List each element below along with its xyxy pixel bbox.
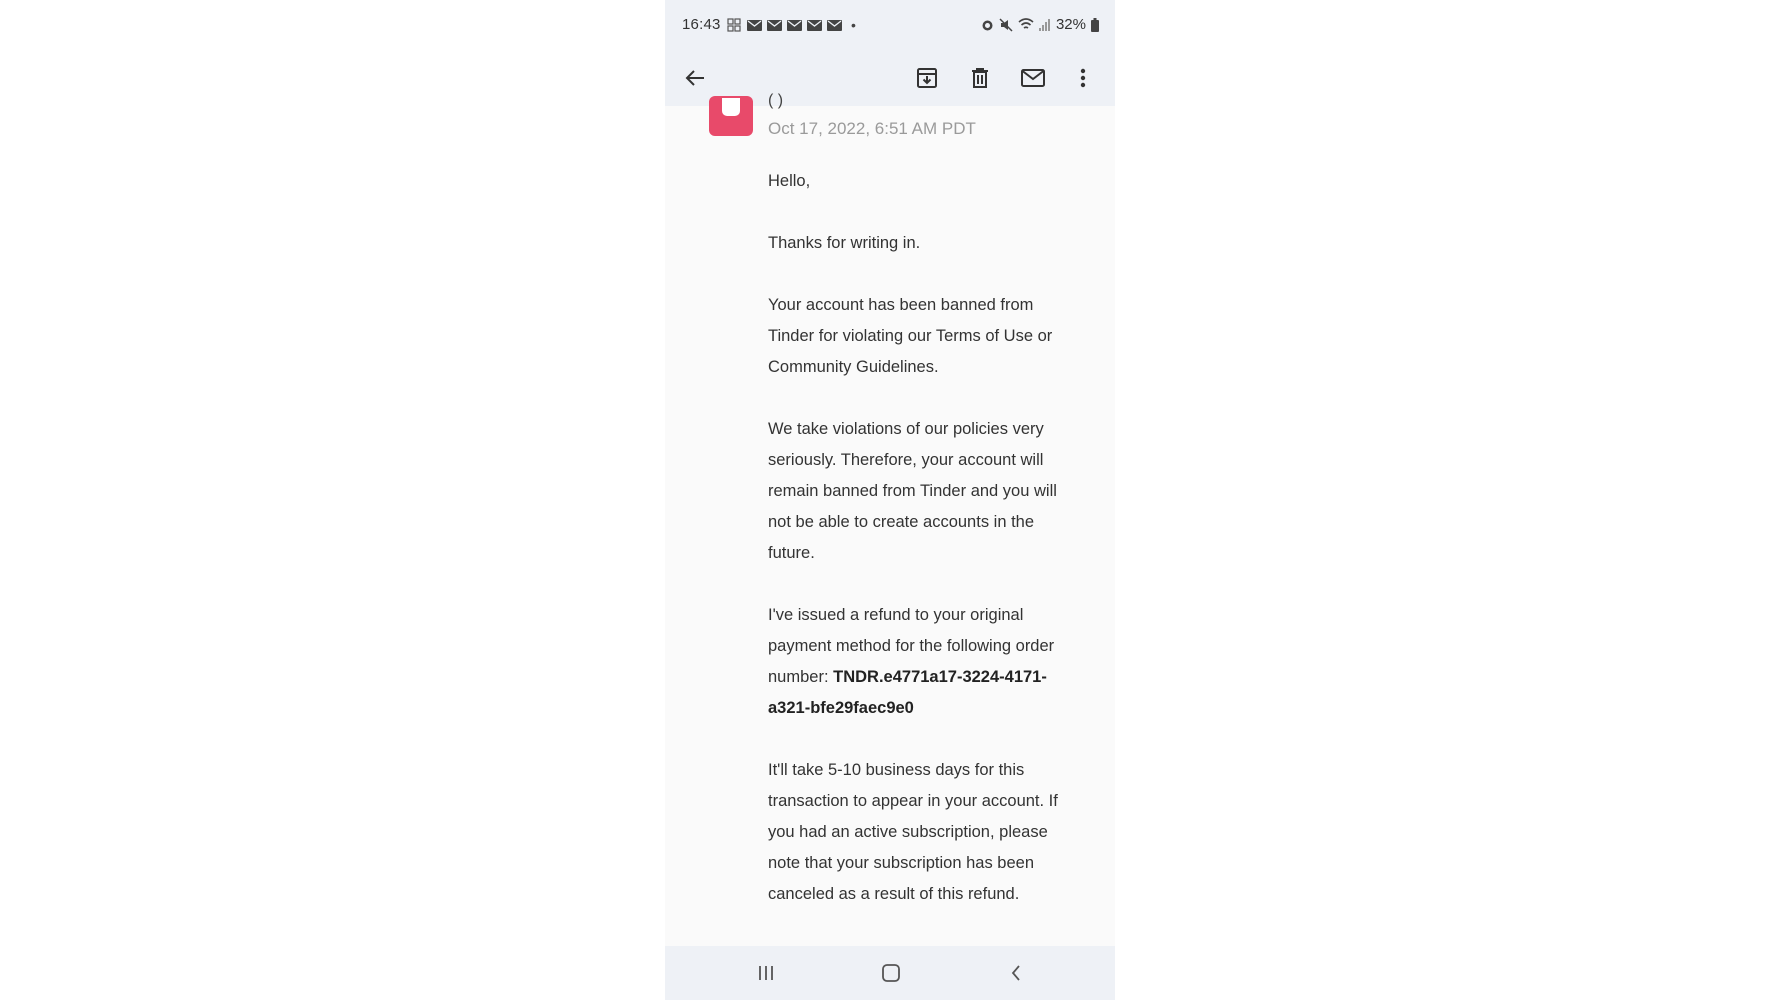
recent-apps-icon xyxy=(757,965,775,981)
email-paragraph-3: We take violations of our policies very seriously. Therefore, your account will remain banned from Tinder and you will not be able to create accounts in the future. xyxy=(768,420,1057,562)
mark-unread-button[interactable] xyxy=(1017,62,1049,94)
notification-icons xyxy=(727,17,856,33)
email-content[interactable] xyxy=(665,92,1115,946)
trash-icon xyxy=(970,67,990,89)
battery-percent: 32% xyxy=(1055,16,1086,33)
system-navigation-bar xyxy=(665,946,1115,1000)
status-bar xyxy=(665,0,1115,50)
nav-back-button[interactable] xyxy=(1001,960,1031,986)
battery-icon xyxy=(1091,18,1099,32)
email-paragraph-2: Your account has been banned from Tinder for violating our Terms of Use or Community Guidelines. xyxy=(768,296,1053,376)
sender-name[interactable]: ( ) xyxy=(768,92,784,109)
back-icon xyxy=(1010,964,1022,982)
archive-button[interactable] xyxy=(911,62,943,94)
refund-text: I've issued a refund to your original payment method for the following order number: xyxy=(768,606,1055,686)
home-button[interactable] xyxy=(876,960,906,986)
email-paragraph-4 xyxy=(768,600,1078,724)
status-time: 16:43 xyxy=(682,16,721,33)
more-notifications-dot: • xyxy=(851,17,856,33)
sender-avatar[interactable] xyxy=(709,96,753,136)
mail-icon xyxy=(747,20,762,31)
email-greeting: Hello, xyxy=(768,172,811,190)
signal-icon xyxy=(1039,19,1051,31)
email-paragraph-5: It'll take 5-10 business days for this transaction to appear in your account. If you had an active subscription, please note that your subscription has been canceled as a result of this refund. xyxy=(768,761,1058,903)
phone-screen xyxy=(665,0,1115,1000)
avatar-logo-shape xyxy=(722,98,740,116)
back-arrow-icon xyxy=(685,69,705,87)
mail-icon xyxy=(787,20,802,31)
mark-unread-icon xyxy=(1021,69,1045,87)
email-body xyxy=(768,166,1078,941)
status-right-icons xyxy=(981,16,1099,33)
archive-icon xyxy=(916,67,938,89)
recent-apps-button[interactable] xyxy=(751,960,781,986)
back-button[interactable] xyxy=(679,62,711,94)
alarm-icon xyxy=(981,18,994,32)
home-icon xyxy=(881,964,901,982)
mail-icon xyxy=(827,20,842,31)
delete-button[interactable] xyxy=(964,62,996,94)
order-number: TNDR.e4771a17-3224-4171-a321-bfe29faec9e0 xyxy=(768,668,1047,717)
more-options-button[interactable] xyxy=(1067,62,1099,94)
mute-icon xyxy=(999,18,1013,32)
mail-icon xyxy=(767,20,782,31)
mail-icon xyxy=(807,20,822,31)
wifi-icon xyxy=(1018,18,1034,31)
more-vert-icon xyxy=(1080,68,1086,88)
email-date: Oct 17, 2022, 6:51 AM PDT xyxy=(768,119,976,138)
gallery-icon xyxy=(727,18,742,32)
email-paragraph-1: Thanks for writing in. xyxy=(768,234,921,252)
